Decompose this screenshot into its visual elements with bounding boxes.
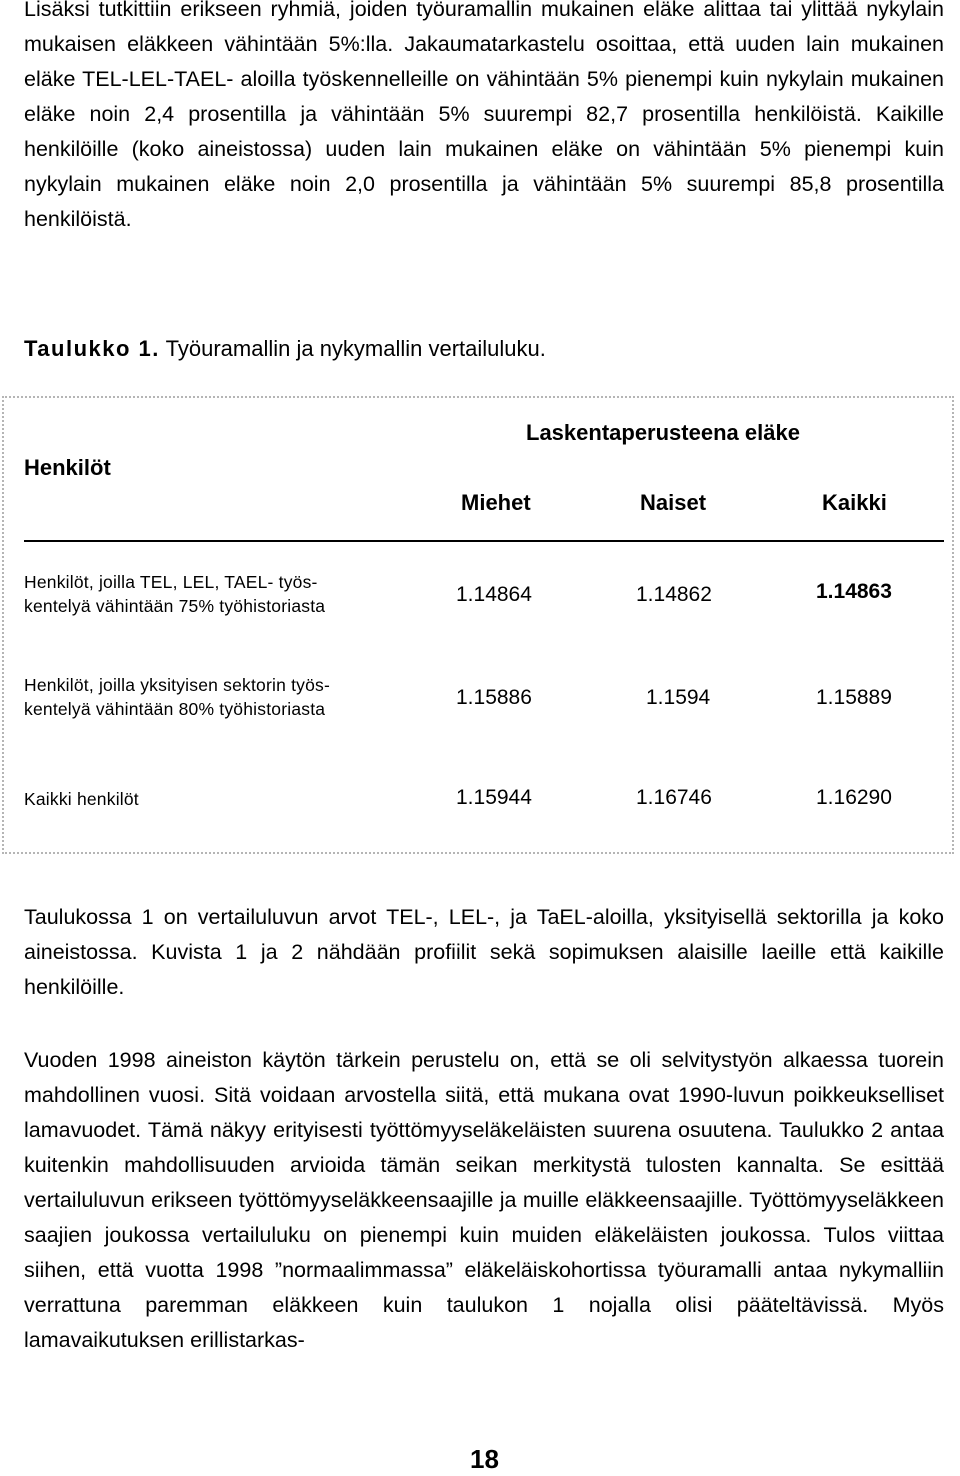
table-caption-text: Työuramallin ja nykymallin vertailuluku.: [165, 336, 546, 361]
table-header-rule: [24, 540, 944, 542]
table-row-2-miehet: 1.15886: [456, 686, 532, 709]
paragraph-table-explanation: Taulukossa 1 on vertailuluvun arvot TEL-, LEL-, ja TaEL-aloilla, yksityisellä sektorilla ja koko aineistossa. Kuvista 1 ja 2 nähdään profiilit sekä sopimuksen alaisille laeille että kaikille henkilöille.: [24, 905, 944, 999]
page-number: 18: [470, 1444, 499, 1474]
table-col-naiset: Naiset: [640, 490, 707, 515]
table-col-kaikki: Kaikki: [822, 490, 887, 515]
table-caption-number: Taulukko 1.: [24, 336, 160, 361]
table-header-persons: Henkilöt: [24, 455, 111, 480]
table-row-2-naiset: 1.1594: [646, 686, 711, 709]
table-row-1-miehet: 1.14864: [456, 583, 532, 606]
table-row-3-label: Kaikki henkilöt: [24, 789, 139, 809]
table-row-1-label-line2: kentelyä vähintään 75% työhistoriasta: [24, 596, 326, 616]
paragraph-intro: Lisäksi tutkittiin erikseen ryhmiä, joiden työuramallin mukainen eläke alittaa tai ylittää nykylain mukaisen eläkkeen vähintään 5%:lla. Jakaumatarkastelu osoittaa, että uuden lain mukainen eläke TEL-LEL-TAEL- aloilla työskennelleille on vähintään 5% pienempi kuin nykylain mukainen eläke noin 2,4 prosentilla ja vähintään 5% suurempi 82,7 prosentilla henkilöistä. Kaikille henkilöille (koko aineistossa) uuden lain mukainen eläke on vähintään 5% pienempi kuin nykylain mukainen eläke noin 2,0 prosentilla ja vähintään 5% suurempi 85,8 prosentilla henkilöistä.: [24, 0, 944, 231]
table-header-group: Laskentaperusteena eläke: [526, 420, 800, 445]
table-row-3-miehet: 1.15944: [456, 786, 532, 809]
table-row-1-label: [24, 570, 424, 618]
table-row-3-naiset: 1.16746: [636, 786, 712, 809]
table-row-1-naiset: 1.14862: [636, 583, 712, 606]
table-row-1-label-line1: Henkilöt, joilla TEL, LEL, TAEL- työs-: [24, 572, 318, 592]
table-row-3-kaikki: 1.16290: [816, 786, 892, 809]
table-row-1-kaikki: 1.14863: [816, 580, 892, 603]
table-caption: [24, 336, 546, 362]
paragraph-data-year: Vuoden 1998 aineiston käytön tärkein perustelu on, että se oli selvitystyön alkaessa tuorein mahdollinen vuosi. Sitä voidaan arvostella siitä, että mukana ovat 1990-luvun poikkeukselliset lamavuodet. Tämä näkyy erityisesti työttömyyseläkeläisten suurena osuutena. Taulukko 2 antaa kuitenkin mahdollisuuden arvioida tämän seikan merkitystä tulosten kannalta. Se esittää vertailuluvun erikseen työttömyyseläkkeensaajille ja muille eläkkeensaajille. Työttömyyseläkkeen saajien joukossa vertailuluku on pienempi kuin muiden eläkeläisten joukossa. Tulos viittaa siihen, että vuotta 1998 ”normaalimmassa” eläkeläiskohortissa työuramalli antaa nykymalliin verrattuna paremman eläkkeen kuin taulukon 1 nojalla olisi pääteltävissä. Myös lamavaikutuksen erillistarkas-: [24, 1048, 944, 1352]
table-row-2-label-line1: Henkilöt, joilla yksityisen sektorin työs-: [24, 675, 331, 695]
table-row-2-label-line2: kentelyä vähintään 80% työhistoriasta: [24, 699, 326, 719]
table-row-2-label: [24, 673, 424, 721]
table-row-2-kaikki: 1.15889: [816, 686, 892, 709]
table-col-miehet: Miehet: [461, 490, 531, 515]
